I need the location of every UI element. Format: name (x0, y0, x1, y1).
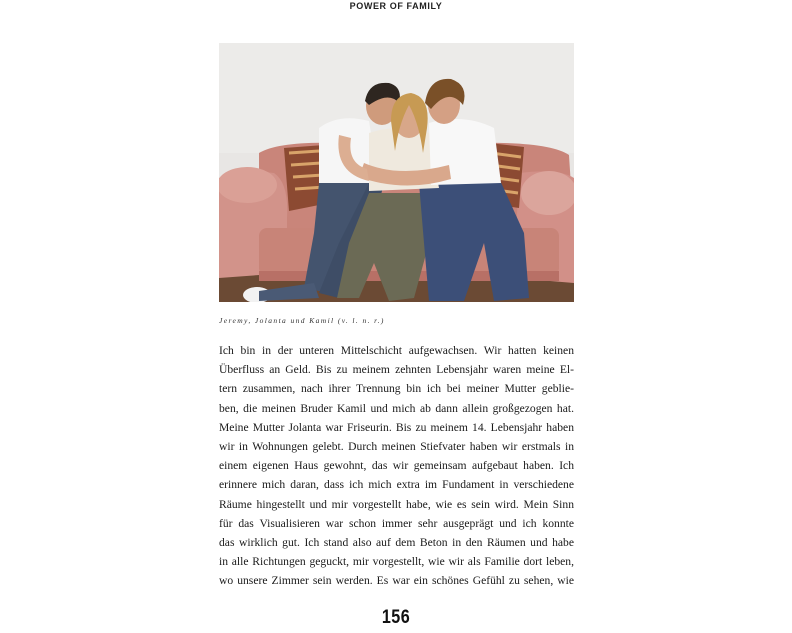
running-header: POWER OF FAMILY (349, 1, 443, 11)
text-line: für das Visualisieren war schon immer sehr ausgeprägt und ich konnte (219, 516, 574, 530)
text-line: wir in Wohnungen gelebt. Durch meinen Stiefvater haben wir erstmals in (219, 439, 574, 453)
body-paragraph (219, 341, 574, 590)
text-line: Räume hingestellt und mir vorgestellt habe, wie es sein wird. Mein Sinn (219, 497, 574, 511)
text-line: das wirklich gut. Ich stand also auf dem Beton in den Räumen und habe (219, 535, 574, 549)
family-photo (219, 43, 574, 302)
photo-caption: Jeremy, Jolanta und Kamil (v. l. n. r.) (219, 316, 385, 325)
page-number: 156 (381, 607, 411, 628)
text-line: einem eigenen Haus gewohnt, das wir gemeinsam aufgebaut haben. Ich (219, 459, 574, 473)
text-line: Überfluss an Geld. Bis zu meinem zehnten Lebensjahr waren meine El- (219, 363, 574, 377)
text-line: in alle Richtungen geguckt, mir vorgestellt, wie wir als Familie dort leben, (219, 555, 574, 569)
text-line: Ich bin in der unteren Mittelschicht aufgewachsen. Wir hatten keinen (219, 344, 574, 357)
text-line: erinnere mich daran, dass ich mich extra im Fundament in verschiedene (219, 478, 574, 492)
text-line: Meine Mutter Jolanta war Friseurin. Bis zu meinem 14. Lebensjahr haben (219, 420, 574, 434)
text-line: tern zusammen, nach ihrer Trennung bin ich bei meiner Mutter geblie- (219, 382, 574, 396)
text-line: wo unsere Zimmer sein werden. Es war ein schönes Gefühl zu sehen, wie (219, 574, 574, 588)
text-line: ben, die meinen Bruder Kamil und mich ab dann allein großgezogen hat. (219, 401, 574, 415)
